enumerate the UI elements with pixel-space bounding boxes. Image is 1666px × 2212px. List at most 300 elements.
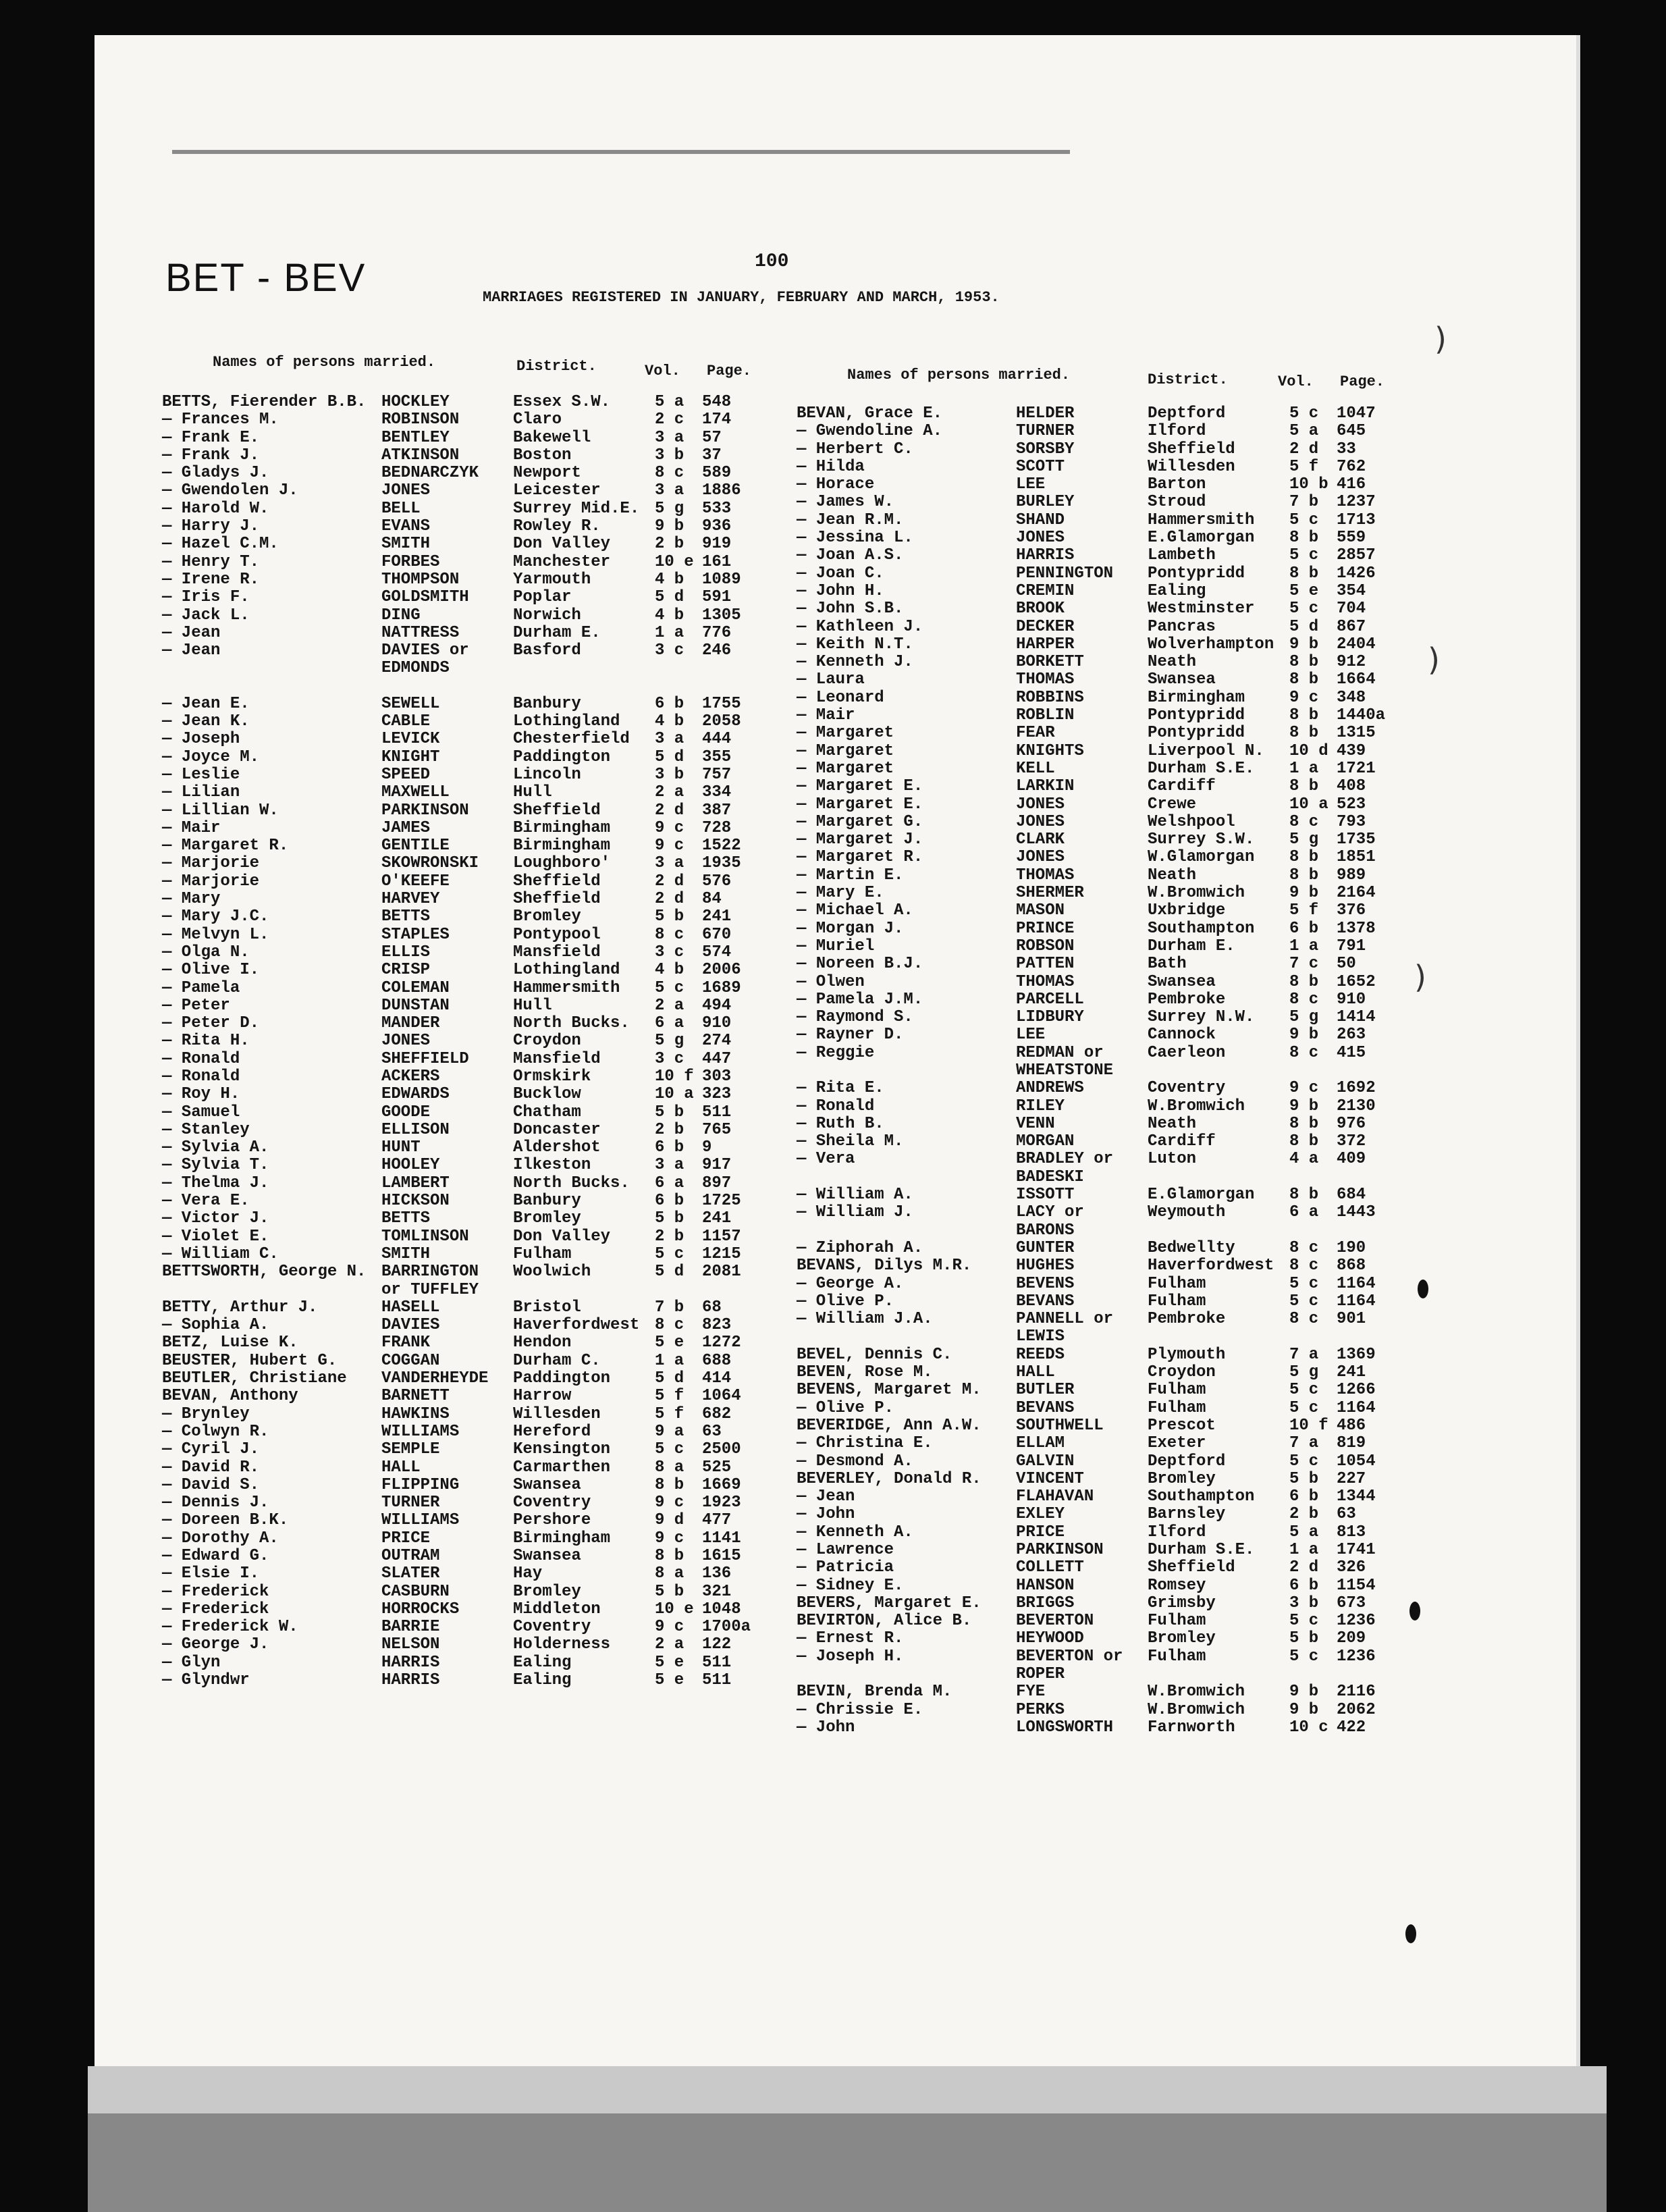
page-cell: 1923	[702, 1494, 741, 1512]
spouse-surname-cell: SHAND	[1016, 510, 1065, 529]
table-row	[162, 1122, 790, 1139]
table-row	[797, 1524, 1445, 1542]
vol-cell: 5 e	[655, 1653, 684, 1672]
name-cell: — Victor J.	[162, 1209, 269, 1228]
table-row	[797, 955, 1445, 973]
district-cell: Fulham	[1148, 1381, 1206, 1400]
page-cell: 63	[702, 1422, 722, 1441]
spouse-surname-cell: TOMLINSON	[381, 1227, 469, 1246]
page-cell: 408	[1337, 777, 1366, 796]
page-cell: 989	[1337, 866, 1366, 885]
page-cell: 2081	[702, 1263, 741, 1282]
name-cell: — Horace	[797, 475, 875, 494]
spouse-surname-cell: KNIGHTS	[1016, 741, 1084, 760]
district-cell: Hull	[513, 783, 552, 802]
district-cell: Leicester	[513, 481, 601, 500]
district-cell: Farnworth	[1148, 1718, 1235, 1737]
page-cell: 1522	[702, 837, 741, 855]
district-cell: Bristol	[513, 1298, 581, 1317]
scan-mark: )	[1434, 321, 1447, 357]
page-cell: 321	[702, 1582, 732, 1601]
page-cell: 976	[1337, 1114, 1366, 1133]
page-cell: 511	[702, 1103, 732, 1122]
page-cell: 1164	[1337, 1398, 1376, 1417]
district-cell: Prescot	[1148, 1416, 1216, 1435]
spouse-surname-cell: CABLE	[381, 712, 431, 731]
page-cell: 533	[702, 499, 732, 518]
page-cell: 2058	[702, 712, 741, 731]
district-cell: Swansea	[1148, 972, 1216, 991]
name-cell: — Jean	[797, 1487, 855, 1506]
table-row	[162, 1565, 790, 1583]
spouse-surname-cell: LACY or	[1016, 1203, 1084, 1222]
name-cell: BEUSTER, Hubert G.	[162, 1351, 338, 1370]
vol-cell: 10 a	[1289, 795, 1328, 814]
binder-hole	[1409, 1602, 1420, 1621]
vol-cell: 5 e	[655, 1671, 684, 1690]
spouse-surname-cell: SHEFFIELD	[381, 1049, 469, 1068]
page-cell: 84	[702, 890, 722, 909]
vol-cell: 5 b	[655, 1209, 684, 1228]
page-cell: 241	[702, 907, 732, 926]
vol-cell: 5 c	[655, 1244, 684, 1263]
name-cell: — Mair	[162, 818, 221, 837]
vol-cell: 5 c	[1289, 1647, 1319, 1666]
page-cell: 486	[1337, 1416, 1366, 1435]
spouse-surname-cell: HARRIS	[1016, 546, 1075, 565]
name-cell: — Hazel C.M.	[162, 535, 279, 554]
spouse-surname-cell: BARRIE	[381, 1618, 440, 1637]
district-cell: Pontypridd	[1148, 706, 1245, 725]
table-row	[162, 766, 790, 784]
table-row	[162, 784, 790, 801]
spouse-surname-cell: FORBES	[381, 552, 440, 571]
vol-cell: 8 b	[655, 1547, 684, 1565]
district-cell: Luton	[1148, 1150, 1197, 1169]
name-cell: — Peter D.	[162, 1014, 260, 1033]
name-cell: — Ronald	[162, 1067, 240, 1086]
table-row	[797, 494, 1445, 511]
table-row	[162, 500, 790, 518]
district-cell: Cardiff	[1148, 1132, 1216, 1151]
table-row	[162, 1477, 790, 1494]
district-cell: Yarmouth	[513, 570, 591, 589]
spouse-surname-cell: COLEMAN	[381, 978, 450, 997]
page-cell: 57	[702, 428, 722, 447]
page-cell: 1089	[702, 570, 741, 589]
spouse-surname-cell: PENNINGTON	[1016, 564, 1114, 583]
table-row	[162, 1051, 790, 1068]
vol-cell: 8 b	[1289, 848, 1319, 867]
district-cell: North Bucks.	[513, 1174, 630, 1192]
spouse-surname-cell: JAMES	[381, 818, 431, 837]
table-row	[797, 1186, 1445, 1204]
page-cell: 274	[702, 1032, 732, 1051]
table-row	[162, 1175, 790, 1192]
spouse-surname-cell: ISSOTT	[1016, 1186, 1075, 1205]
col-header-district-left: District.	[516, 358, 597, 375]
name-cell: — Desmond A.	[797, 1452, 913, 1471]
page-cell: 439	[1337, 741, 1366, 760]
table-row	[162, 465, 790, 482]
spouse-surname-cell: EXLEY	[1016, 1505, 1065, 1524]
spouse-surname-cell: O'KEEFE	[381, 872, 450, 891]
district-cell: Bromley	[513, 1209, 581, 1228]
spouse-surname-cell: BROOK	[1016, 600, 1065, 618]
district-cell: Hay	[513, 1564, 543, 1583]
name-cell: — Gladys J.	[162, 464, 269, 483]
vol-cell: 5 f	[655, 1387, 684, 1406]
district-cell: Croydon	[513, 1032, 581, 1051]
name-cell: — Iris F.	[162, 588, 250, 607]
vol-cell: 8 b	[1289, 972, 1319, 991]
spouse-surname-cell: HICKSON	[381, 1192, 450, 1211]
spouse-surname-cell: MORGAN	[1016, 1132, 1075, 1151]
page-cell: 376	[1337, 901, 1366, 920]
page-cell: 1725	[702, 1192, 741, 1211]
name-cell: — Glyn	[162, 1653, 221, 1672]
district-cell: Willesden	[513, 1404, 601, 1423]
name-cell: — Margaret J.	[797, 831, 923, 849]
district-cell: Bromley	[513, 1582, 581, 1601]
district-cell: Harrow	[513, 1387, 572, 1406]
district-cell: Hull	[513, 996, 552, 1015]
table-row	[162, 1441, 790, 1458]
district-cell: Croydon	[1148, 1363, 1216, 1382]
page-cell: 2500	[702, 1440, 741, 1459]
name-cell: BEVIN, Brenda M.	[797, 1683, 952, 1702]
page-cell: 9	[702, 1138, 712, 1157]
name-cell: — Margaret	[797, 724, 894, 743]
name-cell: — Leonard	[797, 688, 884, 707]
vol-cell: 10 b	[1289, 475, 1328, 494]
table-row	[797, 423, 1445, 440]
table-row	[797, 1381, 1445, 1399]
spouse-surname-cell: FYE	[1016, 1683, 1046, 1702]
vol-cell: 10 e	[655, 552, 694, 571]
page-cell: 348	[1337, 688, 1366, 707]
district-cell: Sheffield	[1148, 440, 1235, 458]
table-row	[162, 1618, 790, 1636]
name-cell: — Margaret E.	[797, 777, 923, 796]
name-cell: — Brynley	[162, 1404, 250, 1423]
district-cell: Sheffield	[513, 890, 601, 909]
page-cell: 355	[702, 747, 732, 766]
vol-cell: 5 b	[655, 1103, 684, 1122]
table-row	[162, 749, 790, 766]
name-cell: — George J.	[162, 1635, 269, 1654]
page-cell: 670	[702, 925, 732, 944]
spouse-surname-cell: PRINCE	[1016, 919, 1075, 938]
page-cell: 525	[702, 1458, 732, 1477]
name-cell: — Margaret G.	[797, 812, 923, 831]
table-row	[162, 1548, 790, 1565]
vol-cell: 2 a	[655, 783, 684, 802]
table-row	[797, 405, 1445, 423]
table-row	[162, 802, 790, 820]
table-row	[797, 902, 1445, 920]
spouse-surname-cell: HOOLEY	[381, 1156, 440, 1175]
table-row	[797, 671, 1445, 689]
table-row	[162, 642, 790, 660]
district-cell: Woolwich	[513, 1263, 591, 1282]
spouse-surname-cell: SPEED	[381, 765, 431, 784]
name-cell: — Margaret	[797, 741, 894, 760]
vol-cell: 9 c	[655, 1494, 684, 1512]
district-cell: Swansea	[513, 1547, 581, 1565]
table-row	[797, 1115, 1445, 1133]
district-cell: Bromley	[1148, 1469, 1216, 1488]
name-cell: — Sylvia T.	[162, 1156, 269, 1175]
table-row	[162, 1636, 790, 1654]
table-row	[797, 1595, 1445, 1612]
page-cell: 227	[1337, 1469, 1366, 1488]
table-row	[162, 1654, 790, 1672]
district-cell: Bucklow	[513, 1085, 581, 1104]
spouse-surname-cell: BEVENS	[1016, 1274, 1075, 1293]
district-cell: Sheffield	[1148, 1558, 1235, 1577]
table-row	[162, 535, 790, 553]
spouse-surname-cell: LEWIS	[1016, 1327, 1065, 1346]
page-cell: 387	[702, 801, 732, 820]
table-row	[162, 607, 790, 625]
spouse-surname-cell: HALL	[381, 1458, 421, 1477]
vol-cell: 7 b	[1289, 493, 1319, 512]
district-cell: Lothingland	[513, 961, 620, 980]
page-cell: 68	[702, 1298, 722, 1317]
spouse-surname-cell: DECKER	[1016, 617, 1075, 636]
name-cell: BEVERLEY, Donald R.	[797, 1469, 982, 1488]
spouse-surname-cell: WHEATSTONE	[1016, 1061, 1114, 1080]
name-cell: — Jean	[162, 641, 221, 660]
vol-cell: 3 c	[655, 641, 684, 660]
page-cell: 1378	[1337, 919, 1376, 938]
vol-cell: 9 a	[655, 1422, 684, 1441]
district-cell: Liverpool N.	[1148, 741, 1264, 760]
vol-cell: 1 a	[1289, 759, 1319, 778]
page-cell: 190	[1337, 1238, 1366, 1257]
name-cell: — Mary E.	[797, 884, 884, 903]
vol-cell: 8 b	[655, 1475, 684, 1494]
vol-cell: 5 c	[1289, 1292, 1319, 1311]
district-cell: Exeter	[1148, 1434, 1206, 1453]
table-row	[797, 1328, 1445, 1346]
vol-cell: 2 b	[655, 535, 684, 554]
name-cell: — John	[797, 1505, 855, 1524]
name-cell: — Kenneth J.	[797, 653, 913, 672]
spouse-surname-cell: BETTS	[381, 907, 431, 926]
district-cell: Barnsley	[1148, 1505, 1226, 1524]
page-cell: 776	[702, 623, 732, 642]
name-cell: — Michael A.	[797, 901, 913, 920]
spouse-surname-cell: HARPER	[1016, 635, 1075, 654]
page-cell: 1141	[702, 1529, 741, 1548]
table-row	[797, 1506, 1445, 1523]
vol-cell: 5 c	[655, 1440, 684, 1459]
spouse-surname-cell: BARRINGTON	[381, 1263, 479, 1282]
vol-cell: 2 a	[655, 996, 684, 1015]
spouse-surname-cell: PARKINSON	[381, 801, 469, 820]
vol-cell: 5 c	[1289, 1398, 1319, 1417]
spouse-surname-cell: ATKINSON	[381, 446, 460, 465]
col-header-page-left: Page.	[707, 363, 752, 379]
page-cell: 1154	[1337, 1576, 1376, 1595]
spouse-surname-cell: ROBBINS	[1016, 688, 1084, 707]
district-cell: Bromley	[513, 907, 581, 926]
page-cell: 682	[702, 1404, 732, 1423]
table-row	[162, 820, 790, 837]
table-row	[162, 1530, 790, 1548]
page-cell: 1344	[1337, 1487, 1376, 1506]
name-cell: — William A.	[797, 1186, 913, 1205]
table-row	[162, 926, 790, 944]
page-cell: 1047	[1337, 404, 1376, 423]
table-row	[797, 867, 1445, 885]
table-row	[797, 1133, 1445, 1151]
district-cell: Durham E.	[1148, 937, 1235, 955]
table-row	[797, 849, 1445, 866]
name-cell: — Samuel	[162, 1103, 240, 1122]
district-cell: Cannock	[1148, 1026, 1216, 1045]
name-cell: — Christina E.	[797, 1434, 933, 1453]
name-cell: — William C.	[162, 1244, 279, 1263]
vol-cell: 8 b	[1289, 1132, 1319, 1151]
district-cell: W.Bromwich	[1148, 884, 1245, 903]
district-cell: Durham C.	[513, 1351, 601, 1370]
district-cell: Ealing	[513, 1653, 572, 1672]
vol-cell: 5 c	[1289, 546, 1319, 565]
vol-cell: 5 d	[655, 1369, 684, 1388]
page-cell: 1064	[702, 1387, 741, 1406]
name-cell: — John	[797, 1718, 855, 1737]
table-row	[797, 1311, 1445, 1328]
table-row	[162, 1406, 790, 1423]
district-cell: Southampton	[1148, 1487, 1255, 1506]
vol-cell: 8 c	[1289, 1257, 1319, 1275]
name-cell: — Elsie I.	[162, 1564, 260, 1583]
name-cell: — Frederick W.	[162, 1618, 298, 1637]
page-cell: 1215	[702, 1244, 741, 1263]
district-cell: Fulham	[1148, 1647, 1206, 1666]
district-cell: Weymouth	[1148, 1203, 1226, 1222]
name-cell: — Frederick	[162, 1600, 269, 1618]
page-cell: 901	[1337, 1310, 1366, 1329]
page-cell: 33	[1337, 440, 1356, 458]
district-cell: Pontypridd	[1148, 724, 1245, 743]
spouse-surname-cell: BURLEY	[1016, 493, 1075, 512]
district-cell: Barton	[1148, 475, 1206, 494]
entries-column-right	[797, 405, 1445, 1737]
name-cell: — Gwendoline A.	[797, 422, 943, 441]
table-row	[797, 512, 1445, 529]
spouse-surname-cell: BEVERTON	[1016, 1612, 1094, 1631]
district-cell: Durham E.	[513, 623, 601, 642]
vol-cell: 3 a	[655, 481, 684, 500]
district-cell: Holderness	[513, 1635, 611, 1654]
district-cell: Surrey S.W.	[1148, 831, 1255, 849]
district-cell: Lothingland	[513, 712, 620, 731]
district-cell: Pembroke	[1148, 990, 1226, 1009]
district-cell: Carmarthen	[513, 1458, 611, 1477]
name-cell: — Melvyn L.	[162, 925, 269, 944]
spouse-surname-cell: SMITH	[381, 1244, 431, 1263]
district-cell: Lambeth	[1148, 546, 1216, 565]
page-cell: 912	[1337, 653, 1366, 672]
page-cell: 511	[702, 1653, 732, 1672]
name-cell: — Rita E.	[797, 1079, 884, 1098]
vol-cell: 8 c	[655, 1316, 684, 1335]
page-cell: 511	[702, 1671, 732, 1690]
district-cell: W.Bromwich	[1148, 1097, 1245, 1115]
district-cell: Loughboro'	[513, 854, 611, 873]
table-row	[797, 1098, 1445, 1115]
table-row	[162, 908, 790, 926]
spouse-surname-cell: LIDBURY	[1016, 1008, 1084, 1027]
name-cell: — Doreen B.K.	[162, 1511, 289, 1530]
district-cell: Ealing	[513, 1671, 572, 1690]
district-cell: Surrey Mid.E.	[513, 499, 640, 518]
table-row	[162, 997, 790, 1015]
district-cell: Plymouth	[1148, 1345, 1226, 1364]
table-row	[162, 695, 790, 713]
spouse-surname-cell: PRICE	[1016, 1523, 1065, 1542]
spouse-surname-cell: THOMAS	[1016, 866, 1075, 885]
spouse-surname-cell: CRISP	[381, 961, 431, 980]
vol-cell: 8 c	[1289, 1238, 1319, 1257]
spouse-surname-cell: FLAHAVAN	[1016, 1487, 1094, 1506]
spouse-surname-cell: JONES	[1016, 848, 1065, 867]
name-cell: — William J.	[797, 1203, 913, 1222]
spouse-surname-cell: PRICE	[381, 1529, 431, 1548]
name-cell: — Ernest R.	[797, 1629, 904, 1648]
name-cell: — Frank E.	[162, 428, 260, 447]
page-cell: 591	[702, 588, 732, 607]
table-row	[797, 547, 1445, 564]
spouse-surname-cell: CASBURN	[381, 1582, 450, 1601]
table-row	[162, 554, 790, 571]
vol-cell: 9 c	[655, 818, 684, 837]
page-cell: 919	[702, 535, 732, 554]
spouse-surname-cell: LARKIN	[1016, 777, 1075, 796]
name-cell: — Thelma J.	[162, 1174, 269, 1192]
table-row	[797, 1364, 1445, 1381]
page-cell: 1369	[1337, 1345, 1376, 1364]
vol-cell: 6 b	[655, 694, 684, 713]
name-cell: — Laura	[797, 670, 865, 689]
spouse-surname-cell: TURNER	[1016, 422, 1075, 441]
table-row	[797, 974, 1445, 991]
spouse-surname-cell: BARONS	[1016, 1221, 1075, 1240]
table-row	[162, 1299, 790, 1317]
page-cell: 1615	[702, 1547, 741, 1565]
page-number: 100	[755, 251, 789, 272]
district-cell: Fulham	[1148, 1612, 1206, 1631]
name-cell: — Joan C.	[797, 564, 884, 583]
table-row	[162, 1672, 790, 1689]
page-cell: 161	[702, 552, 732, 571]
page-cell: 1935	[702, 854, 741, 873]
spouse-surname-cell: SLATER	[381, 1564, 440, 1583]
vol-cell: 3 b	[1289, 1594, 1319, 1612]
spouse-surname-cell: SMITH	[381, 535, 431, 554]
vol-cell: 8 b	[1289, 706, 1319, 725]
district-cell: Grimsby	[1148, 1594, 1216, 1612]
name-cell: BEVEL, Dennis C.	[797, 1345, 952, 1364]
table-row	[162, 1068, 790, 1086]
page-cell: 334	[702, 783, 732, 802]
district-cell: Pontypridd	[1148, 564, 1245, 583]
page-cell: 1236	[1337, 1612, 1376, 1631]
